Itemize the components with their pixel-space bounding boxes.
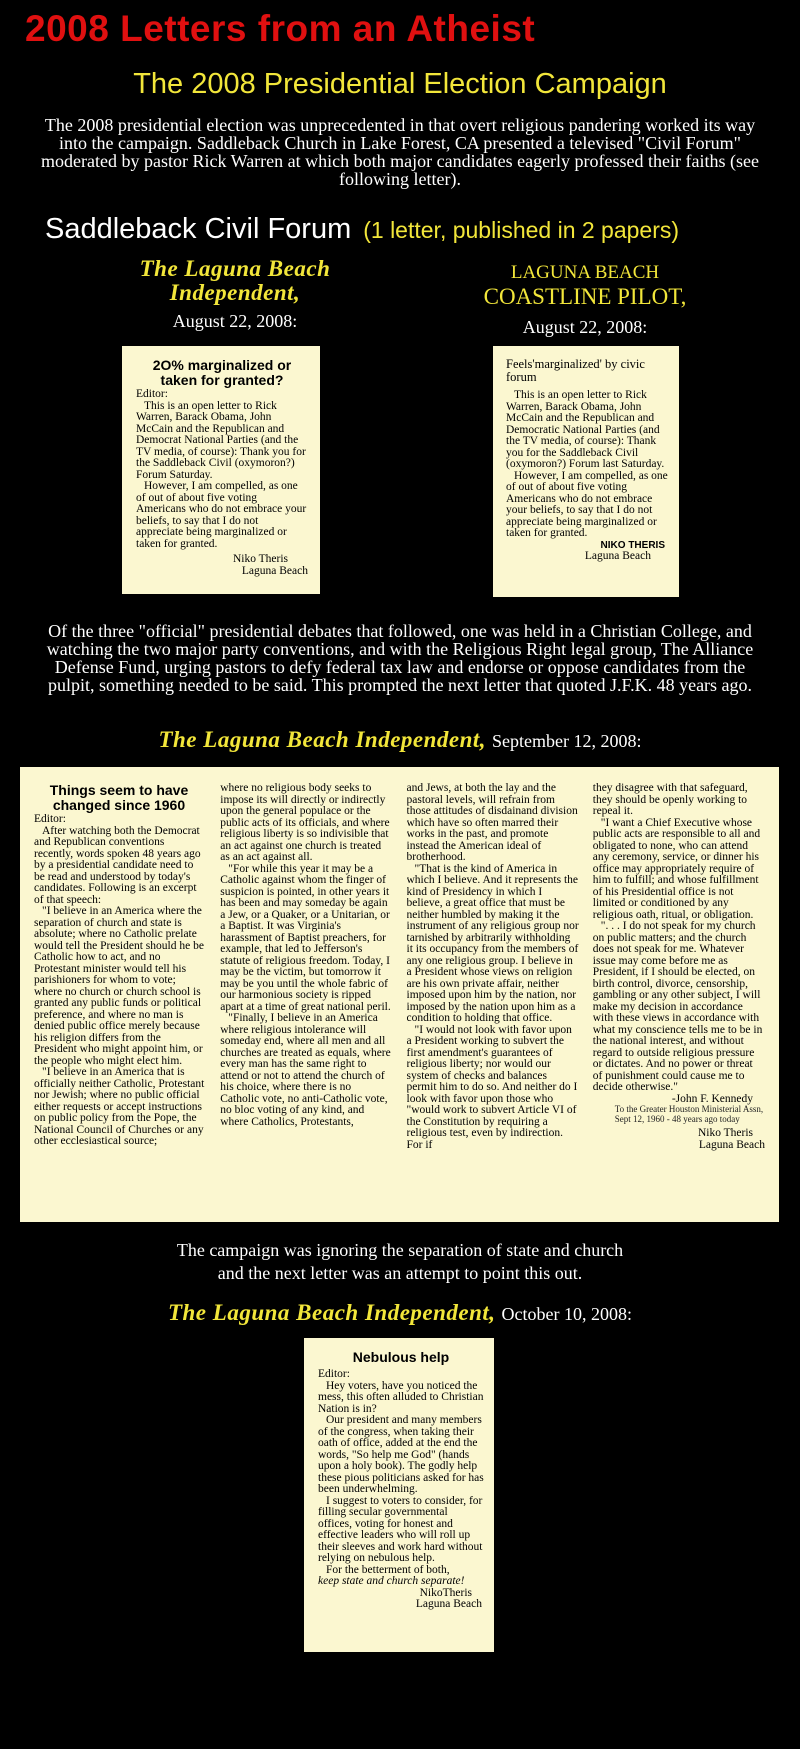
- left-paper-date: August 22, 2008:: [172, 311, 298, 331]
- letter3-paragraph-5: keep state and church separate!: [318, 1575, 465, 1587]
- left-paper-header: [85, 257, 385, 332]
- letter2-col4-paragraph-1: they disagree with that safeguard, they should be openly working to repeal it.: [592, 783, 748, 817]
- bottom-text-line-2: and the next letter was an attempt to point this out.: [217, 1263, 583, 1283]
- left-letter-clipping: [122, 346, 320, 594]
- letter2-salutation: Editor:: [34, 813, 66, 825]
- right-letter-paragraph-2: However, I am compelled, as one of out of about five voting Americans who do not embrace your beliefs, to say that I do not appreciate being marginalized or taken for granted.: [506, 469, 668, 539]
- letter3-headline: Nebulous help: [352, 1349, 450, 1365]
- left-paper-name-line1: The Laguna Beach: [139, 256, 331, 281]
- section-heading: [45, 213, 679, 246]
- page-subtitle: The 2008 Presidential Election Campaign: [133, 68, 667, 100]
- letter3-paragraph-3: I suggest to voters to consider, for filling secular governmental offices, voting for honest and effective leaders who will roll up their sleeves and work hard without relying on nebulous help.: [318, 1494, 483, 1564]
- letter2-attribution: -John F. Kennedy: [671, 1092, 753, 1105]
- right-letter-paragraph-1: This is an open letter to Rick Warren, Barack Obama, John McCain and the Republican and Democratic National Parties (and the TV media, of course): Thank you for the Saddleback Civil (oxymoron?) Forum last Saturday.: [506, 389, 665, 470]
- letter2-col3-paragraph-2: "That is the kind of America in which I believe. And it represents the kind of Presidency in which I believe, a great office that must be neither humbled by making it the instrument of any religious group nor tarnished by arbitrarily withholding it its occupancy from the members of any one religious group. I believe in a President whose views on religion are his own private affair, neither imposed upon him by the nation, nor imposed by the nation upon him as a condition to holding that office.: [406, 862, 579, 1024]
- letter2-col2-paragraph-1: where no religious body seeks to impose its will directly or indirectly upon the general populace or the public acts of its officials, and where religious liberty is so indivisible that an act against one church is treated as an act against all.: [220, 783, 390, 863]
- letter2-date: September 12, 2008:: [492, 731, 642, 751]
- letter3-masthead: [0, 1300, 800, 1326]
- letter2-clipping: [20, 767, 779, 1222]
- letter3-paper-name: The Laguna Beach Independent,: [167, 1300, 496, 1325]
- left-letter-salutation: Editor:: [136, 388, 168, 400]
- letter2-column-1: [34, 783, 206, 1212]
- letter2-headline: Things seem to have changed since 1960: [49, 783, 189, 813]
- right-paper-date: August 22, 2008:: [522, 317, 648, 337]
- letter2-col1-paragraph-1: After watching both the Democrat and Republican conventions recently, words spoken 48 years ago by a presidential candidate need to be read and understood by today's candidates. Following is an excerpt of that speech:: [34, 824, 201, 906]
- middle-paragraph: Of the three "official" presidential debates that followed, one was held in a Christian College, and watching the two major party conventions, and with the Religious Right legal group, The Alliance Defense Fund, urging pastors to defy federal tax law and endorse or oppose candidates from the pulpit, something needed to be said. This prompted the next letter that quoted J.F.K. 48 years ago.: [46, 621, 754, 695]
- left-letter-paragraph-1: This is an open letter to Rick Warren, Barack Obama, John McCain and the Republican and Democrat National Parties (and the TV media, of course): Thank you for the Saddleback Civil (oxymoron?) Forum Saturday.: [136, 399, 306, 481]
- section-heading-title: Saddleback Civil Forum: [45, 213, 352, 245]
- intro-paragraph: The 2008 presidential election was unprecedented in that overt religious pandering worked its way into the campaign. Saddleback Church in Lake Forest, CA presented a televised "Civil Forum" moderated by pastor Rick Warren at which both major candidates eagerly professed their faiths (see following letter).: [41, 115, 759, 189]
- letter3-clipping: [304, 1338, 494, 1652]
- letter2-col1-paragraph-3: "I believe in an America that is officially neither Catholic, Protestant nor Jewish; where no public official either requests or accept instructions on public policy from the Pope, the National Council of Churches or any other ecclesiastical source;: [34, 1066, 205, 1147]
- right-letter-location: Laguna Beach: [584, 550, 651, 562]
- letter2-col2-paragraph-2: "For while this year it may be a Catholic against whom the finger of suspicion is pointed, in other years it has been and may someday be again a Jew, or a Quaker, or a Unitarian, or a Baptist. It was Virginia's harassment of Baptist preachers, for example, that led to Jefferson's statute of religious freedom. Today, I may be the victim, but tomorrow it may be you until the whole fabric of our harmonious society is ripped apart at a time of great national peril.: [220, 862, 391, 1013]
- left-letter-location: Laguna Beach: [241, 564, 308, 577]
- letter2-paper-name: The Laguna Beach Independent,: [158, 727, 487, 752]
- letter2-column-4: [593, 783, 765, 1212]
- letter3-paragraph-2: Our president and many members of the congress, when taking their oath of office, added at the end the words, "So help me God" (hands upon a holy book). The godly help these pious politicians asked for has been underwhelming.: [318, 1414, 484, 1495]
- letter2-col2-paragraph-3: "Finally, I believe in an America where religious intolerance will someday end, where all men and all churches are treated as equals, where every man has the same right to attend or not to attend the church of his choice, where there is no Catholic vote, no anti-Catholic vote, no bloc voting of any kind, and where Catholics, Protestants,: [220, 1012, 391, 1128]
- right-letter-signature: NIKO THERIS: [600, 539, 665, 551]
- letter2-location: Laguna Beach: [698, 1138, 765, 1151]
- letter2-attribution-note: To the Greater Houston Ministerial Assn, Sept 12, 1960 - 48 years ago today: [614, 1104, 764, 1124]
- left-paper-name-line2: Independent,: [169, 280, 301, 305]
- left-letter-paragraph-2: However, I am compelled, as one of out of about five voting Americans who do not embrace your beliefs, to say that I do not appreciate being marginalized or taken for granted.: [136, 480, 307, 550]
- letter2-col4-paragraph-2: "I want a Chief Executive whose public acts are responsible to all and obligated to none, who can attend any ceremony, service, or dinner his office may appropriately require of him to fulfill; and whose fulfillment of his Presidential office is not limited or conditioned by any religious oath, ritual, or obligation.: [592, 816, 761, 921]
- letter3-salutation: Editor:: [318, 1368, 350, 1380]
- right-paper-header: [435, 261, 735, 338]
- right-letter-headline: Feels'marginalized' by civic forum: [506, 357, 645, 384]
- letter2-col1-paragraph-2: "I believe in an America where the separation of church and state is absolute; where no Catholic prelate would tell the President should he be Catholic how to act, and no Protestant minister would tell his parishioners for whom to vote; where no church or church school is granted any public funds or political preference, and where no man is denied public office merely because his religion differs from the President who might appoint him, or the people who might elect him.: [34, 905, 204, 1067]
- left-letter-headline: 2O% marginalized or taken for granted?: [152, 357, 292, 388]
- letter2-col3-paragraph-1: and Jews, at both the lay and the pastoral levels, will refrain from those attitudes of disdainand division which have so often marred their works in the past, and promote instead the American ideal of brotherhood.: [406, 783, 578, 863]
- letter2-column-3: [407, 783, 579, 1212]
- section-heading-note: (1 letter, published in 2 papers): [363, 217, 680, 243]
- letter2-masthead: [0, 727, 800, 753]
- letter2-column-2: [220, 783, 392, 1212]
- letter2-col4-paragraph-3: ". . . I do not speak for my church on public matters; and the church does not speak for me. Whatever issue may come before me as President, if I should be elected, on birth control, divorce, censorship, gambling or any other subject, I will make my decision in accordance with these views in accordance with what my conscience tells me to be in the national interest, and without regard to outside religious pressure or dictates. And no power or threat of punishment could cause me to decide otherwise.": [592, 920, 763, 1093]
- page-title: 2008 Letters from an Atheist: [25, 8, 536, 49]
- bottom-text-line-1: The campaign was ignoring the separation of state and church: [176, 1240, 624, 1260]
- left-letter-signature: Niko Theris: [232, 553, 288, 565]
- right-paper-name-line2: COASTLINE PILOT,: [483, 284, 687, 309]
- letter2-col3-paragraph-3: "I would not look with favor upon a President working to subvert the first amendment's guarantees of religious liberty; nor would our system of checks and balances permit him to do so. And neither do I look with favor upon those who "would work to subvert Article VI of the Constitution by requiring a religious test, even by indirection. For if: [406, 1023, 578, 1151]
- letter3-paragraph-4: For the betterment of both,: [326, 1563, 450, 1576]
- letter3-date: October 10, 2008:: [501, 1304, 633, 1324]
- letter3-paragraph-1: Hey voters, have you noticed the mess, this often alluded to Christian Nation is in?: [318, 1379, 484, 1415]
- letter3-signature: NikoTheris: [419, 1586, 472, 1599]
- right-paper-name-line1: LAGUNA BEACH: [510, 262, 660, 283]
- letter3-location: Laguna Beach: [415, 1598, 482, 1610]
- letter2-signature: Niko Theris: [697, 1127, 753, 1139]
- right-letter-clipping: [493, 346, 679, 597]
